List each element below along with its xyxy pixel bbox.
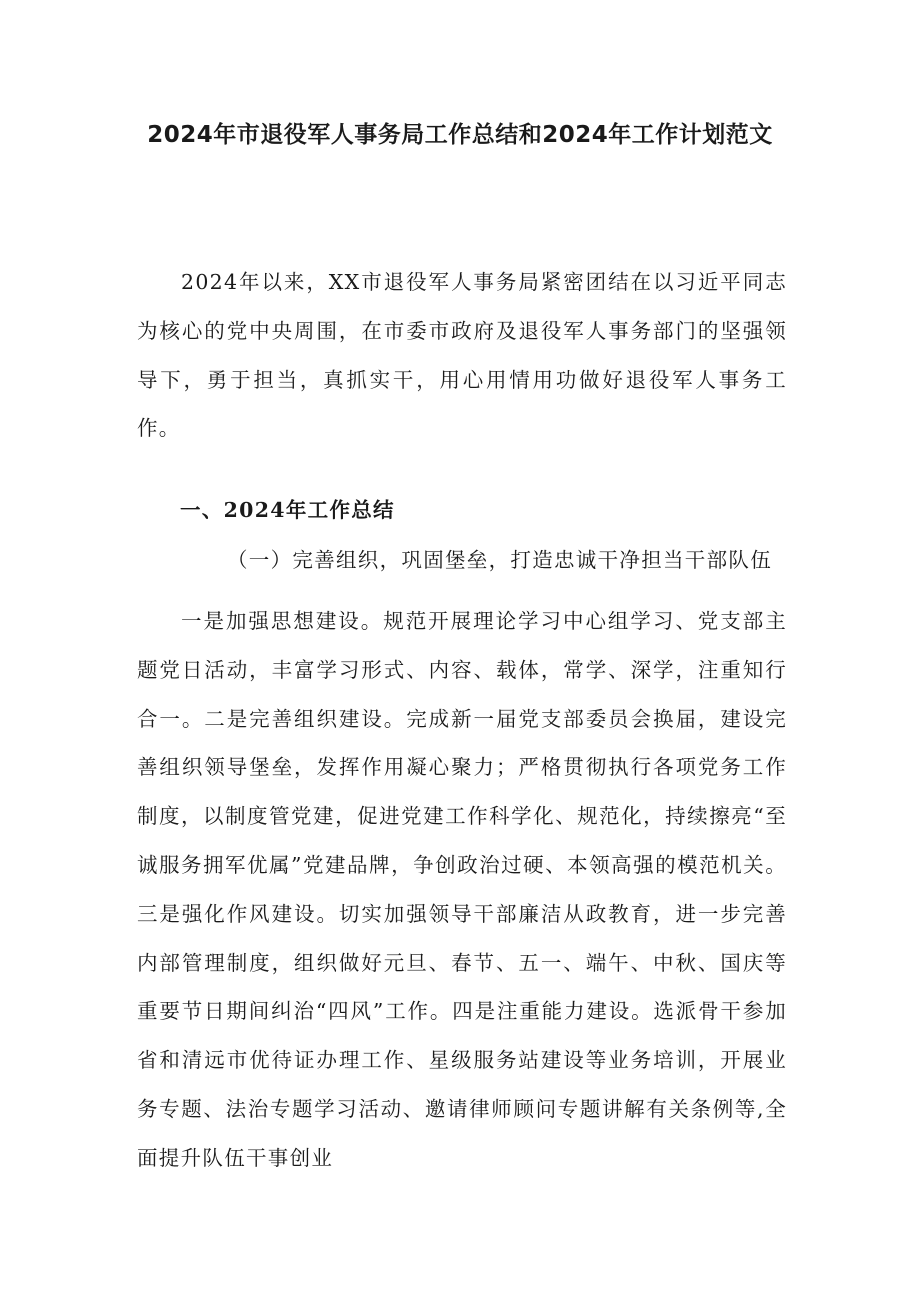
subsection-heading: （一）完善组织，巩固堡垒，打造忠诚干净担当干部队伍 bbox=[227, 548, 772, 572]
section-heading: 一、2024年工作总结 bbox=[180, 498, 395, 522]
intro-paragraph: 2024年以来，XX市退役军人事务局紧密团结在以习近平同志为核心的党中央周围，在市委市政府及退役军人事务部门的坚强领导下，勇于担当，真抓实干，用心用情用功做好退役军人事务工作。 bbox=[137, 270, 787, 441]
document-title: 2024年市退役军人事务局工作总结和2024年工作计划范文 bbox=[147, 122, 773, 148]
body-paragraph: 一是加强思想建设。规范开展理论学习中心组学习、党支部主题党日活动，丰富学习形式、内容、载体，常学、深学，注重知行合一。二是完善组织建设。完成新一届党支部委员会换届，建设完善组织领导堡垒，发挥作用凝心聚力；严格贯彻执行各项党务工作制度，以制度管党建，促进党建工作科学化、规范化，持续擦亮“至诚服务拥军优属”党建品牌，争创政治过硬、本领高强的模范机关。三是强化作风建设。切实加强领导干部廉洁从政教育，进一步完善内部管理制度，组织做好元旦、春节、五一、端午、中秋、国庆等重要节日期间纠治“四风”工作。四是注重能力建设。选派骨干参加省和清远市优待证办理工作、星级服务站建设等业务培训，开展业务专题、法治专题学习活动、邀请律师顾问专题讲解有关条例等,全面提升队伍干事创业 bbox=[137, 609, 787, 1170]
